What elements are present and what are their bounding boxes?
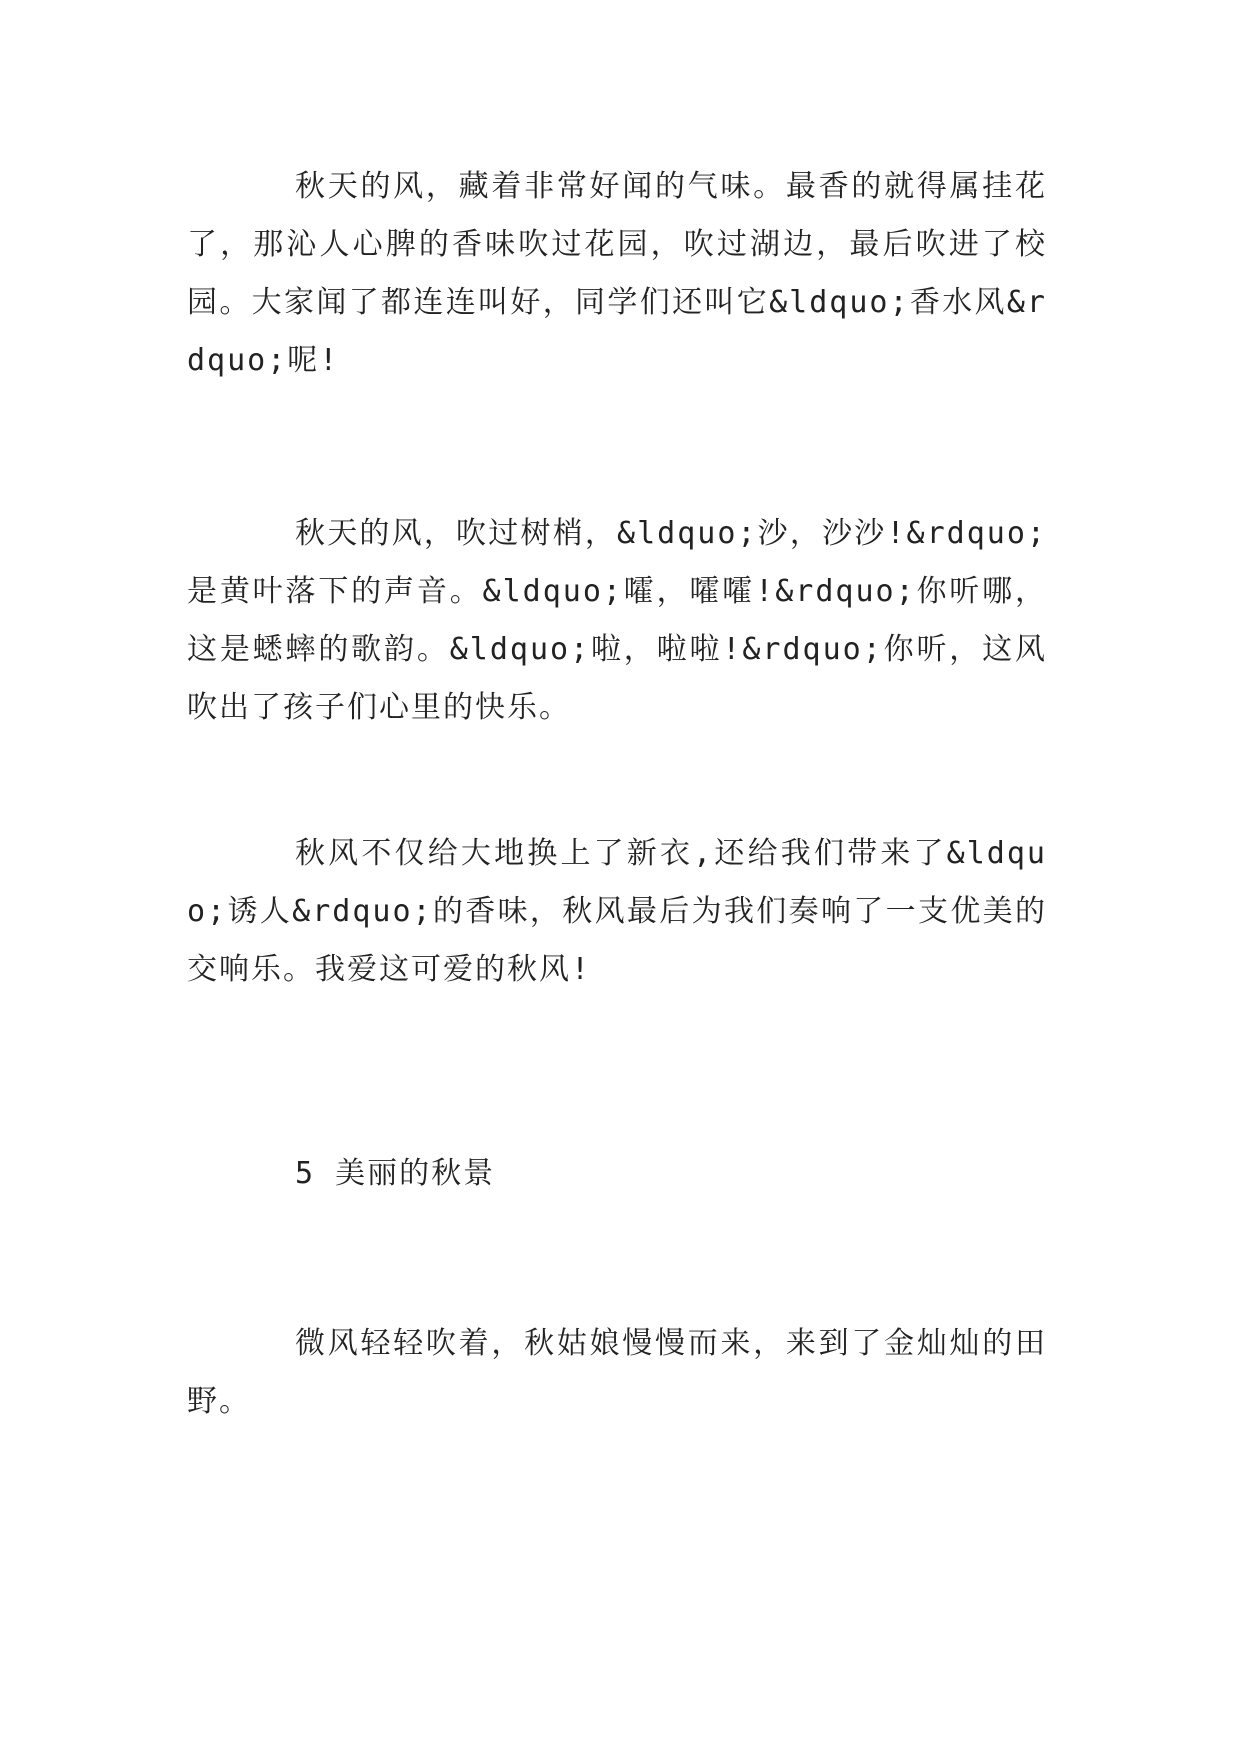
- paragraph-autumn-wind-scent: 秋天的风，藏着非常好闻的气味。最香的就得属挂花了，那沁人心脾的香味吹过花园，吹过湖边，最后吹进了校园。大家闻了都连连叫好，同学们还叫它&ldquo;香水风&rdquo;呢!: [187, 169, 1047, 378]
- paragraph-autumn-wind-gifts: 秋风不仅给大地换上了新衣,还给我们带来了&ldquo;诱人&rdquo;的香味，秋风最后为我们奏响了一支优美的交响乐。我爱这可爱的秋风!: [187, 836, 1047, 987]
- paragraph-autumn-scenery: 微风轻轻吹着，秋姑娘慢慢而来，来到了金灿灿的田野。: [187, 1326, 1047, 1419]
- section-heading: 5 美丽的秋景: [295, 1156, 496, 1191]
- paragraph-autumn-wind-sounds: 秋天的风，吹过树梢，&ldquo;沙，沙沙!&rdquo;是黄叶落下的声音。&ldquo;嚯，嚯嚯!&rdquo;你听哪，这是蟋蟀的歌韵。&ldquo;啦，啦啦!&rdquo;你听，这风吹出了孩子们心里的快乐。: [187, 516, 1047, 725]
